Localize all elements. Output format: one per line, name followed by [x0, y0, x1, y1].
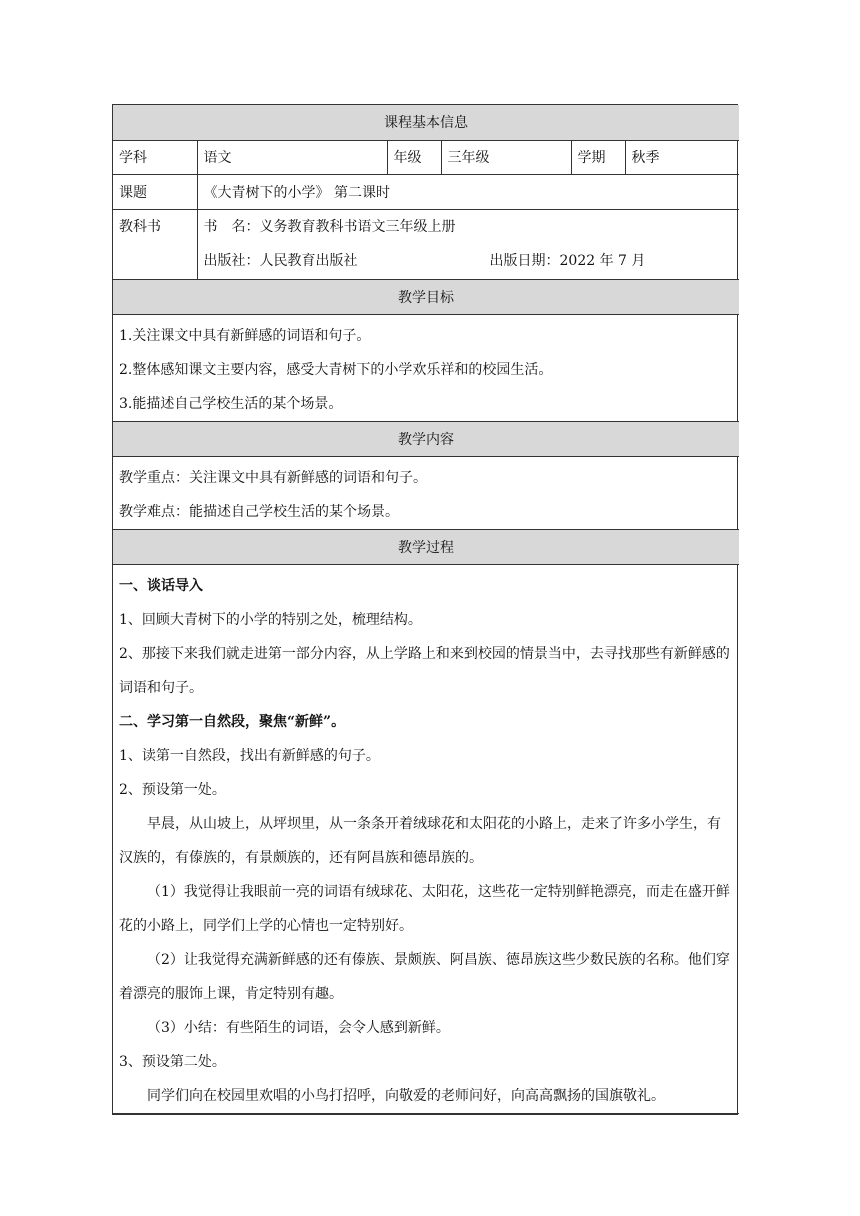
process-header: 教学过程 [113, 529, 739, 564]
term-label: 学期 [571, 140, 625, 174]
topic-value: 《大青树下的小学》 第二课时 [197, 174, 739, 209]
process-header-row [113, 529, 739, 564]
subject-label: 学科 [113, 140, 197, 174]
textbook-label: 教科书 [113, 209, 197, 279]
course-info-row [113, 140, 739, 174]
textbook-row [113, 209, 739, 279]
goal-item: 1.关注课文中具有新鲜感的词语和句子。 [119, 327, 371, 344]
section-1-paragraph: 2、那接下来我们就走进第一部分内容，从上学路上和来到校园的情景当中，去寻找那些有新鲜感的词语和句子。 [119, 645, 730, 696]
grade-value: 三年级 [441, 140, 571, 174]
publisher: 出版社：人民教育出版社 [203, 252, 358, 269]
content-row [113, 456, 739, 529]
textbook-info [197, 209, 739, 279]
goals-row [113, 314, 739, 421]
goal-item: 2.整体感知课文主要内容，感受大青树下的小学欢乐祥和的校园生活。 [119, 361, 553, 378]
content-header: 教学内容 [113, 421, 739, 456]
content-body [113, 456, 739, 529]
topic-label: 课题 [113, 174, 197, 209]
grade-label: 年级 [387, 140, 441, 174]
lesson-plan-table [112, 104, 738, 1115]
text-quote: 早晨，从山坡上，从坪坝里，从一条条开着绒球花和太阳花的小路上，走来了许多小学生，有汉族的，有傣族的，有景颇族的，还有阿昌族和德昂族的。 [119, 815, 721, 866]
process-body [113, 564, 739, 1113]
topic-row [113, 174, 739, 209]
section-2-title: 二、学习第一自然段，聚焦“新鲜”。 [119, 713, 346, 730]
analysis-note: （1）我觉得让我眼前一亮的词语有绒球花、太阳花，这些花一定特别鲜艳漂亮，而走在盛开鲜花的小路上，同学们上学的心情也一定特别好。 [119, 883, 730, 934]
process-row [113, 564, 739, 1113]
section-2-paragraph: 1、读第一自然段，找出有新鲜感的句子。 [119, 747, 380, 764]
subject-value: 语文 [197, 140, 387, 174]
section-1-title: 一、谈话导入 [119, 577, 203, 594]
summary-note: （3）小结：有些陌生的词语，会令人感到新鲜。 [147, 1019, 450, 1036]
publisher-line [204, 244, 734, 278]
course-info-header-row [113, 105, 739, 140]
course-info-header: 课程基本信息 [113, 105, 739, 140]
section-2-paragraph: 3、预设第二处。 [119, 1053, 226, 1070]
difficulty-point: 教学难点：能描述自己学校生活的某个场景。 [119, 503, 399, 520]
analysis-note: （2）让我觉得充满新鲜感的还有傣族、景颇族、阿昌族、德昂族这些少数民族的名称。他们穿着漂亮的服饰上课，肯定特别有趣。 [119, 951, 730, 1002]
term-value: 秋季 [625, 140, 739, 174]
content-header-row [113, 421, 739, 456]
book-name: 书 名：义务教育教科书语文三年级上册 [203, 218, 456, 235]
goal-item: 3.能描述自己学校生活的某个场景。 [119, 395, 343, 412]
publication-date: 出版日期：2022 年 7 月 [489, 252, 646, 269]
section-1-paragraph: 1、回顾大青树下的小学的特别之处，梳理结构。 [119, 611, 422, 628]
section-2-paragraph: 2、预设第一处。 [119, 781, 226, 798]
goals-list [113, 314, 739, 421]
goals-header-row [113, 279, 739, 314]
goals-header: 教学目标 [113, 279, 739, 314]
key-point: 教学重点：关注课文中具有新鲜感的词语和句子。 [119, 469, 427, 486]
text-quote: 同学们向在校园里欢唱的小鸟打招呼，向敬爱的老师问好，向高高飘扬的国旗敬礼。 [147, 1087, 665, 1104]
